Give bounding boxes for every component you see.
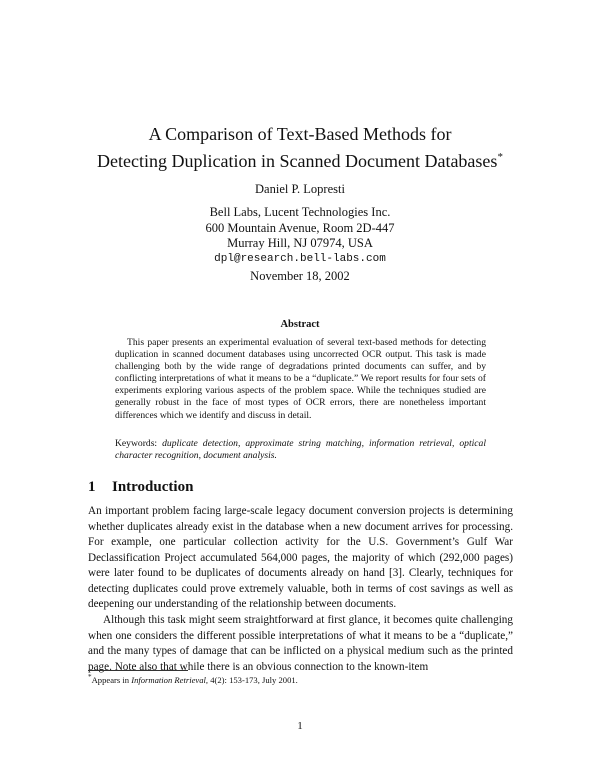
abstract-body: This paper presents an experimental evaluation of several text-based methods for detecting duplication in scanned document databases using uncorrected OCR output. This task is made challenging both by the wide range of degradations printed documents can suffer, and by conflicting interpretations of what it means to be a “duplicate.” We report results for four sets of experiments exploring various aspects of the problem space. While the techniques studied are generally robust in the face of most types of OCR errors, there are nonetheless important differences which we identify and discuss in detail. (115, 337, 486, 421)
affiliation-org: Bell Labs, Lucent Technologies Inc. (209, 205, 391, 219)
title-footnote-mark: * (497, 151, 503, 163)
footnote (88, 673, 513, 685)
keywords-label: Keywords: (115, 438, 158, 449)
intro-paragraph-1: An important problem facing large-scale legacy document conversion projects is determining whether duplicates already exist in the database when a new document arrives for processing. For example, one particular collection activity for the U.S. Government’s Gulf War Declassification Project accumulated 564,000 pages, the majority of which (292,000 pages) were later found to be duplicates of documents already on hand [3]. Clearly, techniques for detecting duplicates could prove extremely valuable, both in terms of cost savings as well as deepening our understanding of the relationship between documents. (88, 505, 513, 610)
title-line-2 (60, 146, 540, 173)
footnote-prefix: Appears in (91, 674, 130, 685)
affiliation-city: Murray Hill, NJ 07974, USA (227, 236, 373, 250)
section-number: 1 (88, 479, 96, 495)
title-line-1: A Comparison of Text-Based Methods for (148, 124, 452, 144)
title-line-2-text: Detecting Duplication in Scanned Document Databases (97, 151, 498, 171)
footnote-rule (88, 670, 188, 671)
footnote-mark: * (88, 673, 92, 681)
abstract-heading: Abstract (280, 319, 320, 330)
keywords-list: duplicate detection, approximate string matching, information retrieval, optical character recognition, document analysis. (115, 438, 486, 462)
footnote-journal: Information Retrieval (131, 674, 206, 685)
author-affiliation (60, 205, 540, 267)
affiliation-street: 600 Mountain Avenue, Room 2D-447 (205, 220, 395, 235)
paper-date: November 18, 2002 (250, 269, 350, 283)
intro-paragraph-2: Although this task might seem straightforward at first glance, it becomes quite challenging when one considers the different possible interpretations of what it means to be a “duplicate,” and the many types of damage that can be inflicted on a physical medium such as the printed page. Note also that while there is an obvious connection to the known-item (88, 614, 513, 673)
page-number: 1 (297, 720, 303, 732)
author-name: Daniel P. Lopresti (255, 182, 345, 196)
section-title: Introduction (112, 479, 194, 495)
section-heading (88, 479, 193, 496)
author-email: dpl@research.bell-labs.com (214, 252, 386, 265)
keywords (115, 438, 486, 462)
footnote-details: , 4(2): 153-173, July 2001. (205, 674, 298, 685)
paper-title (60, 123, 540, 173)
